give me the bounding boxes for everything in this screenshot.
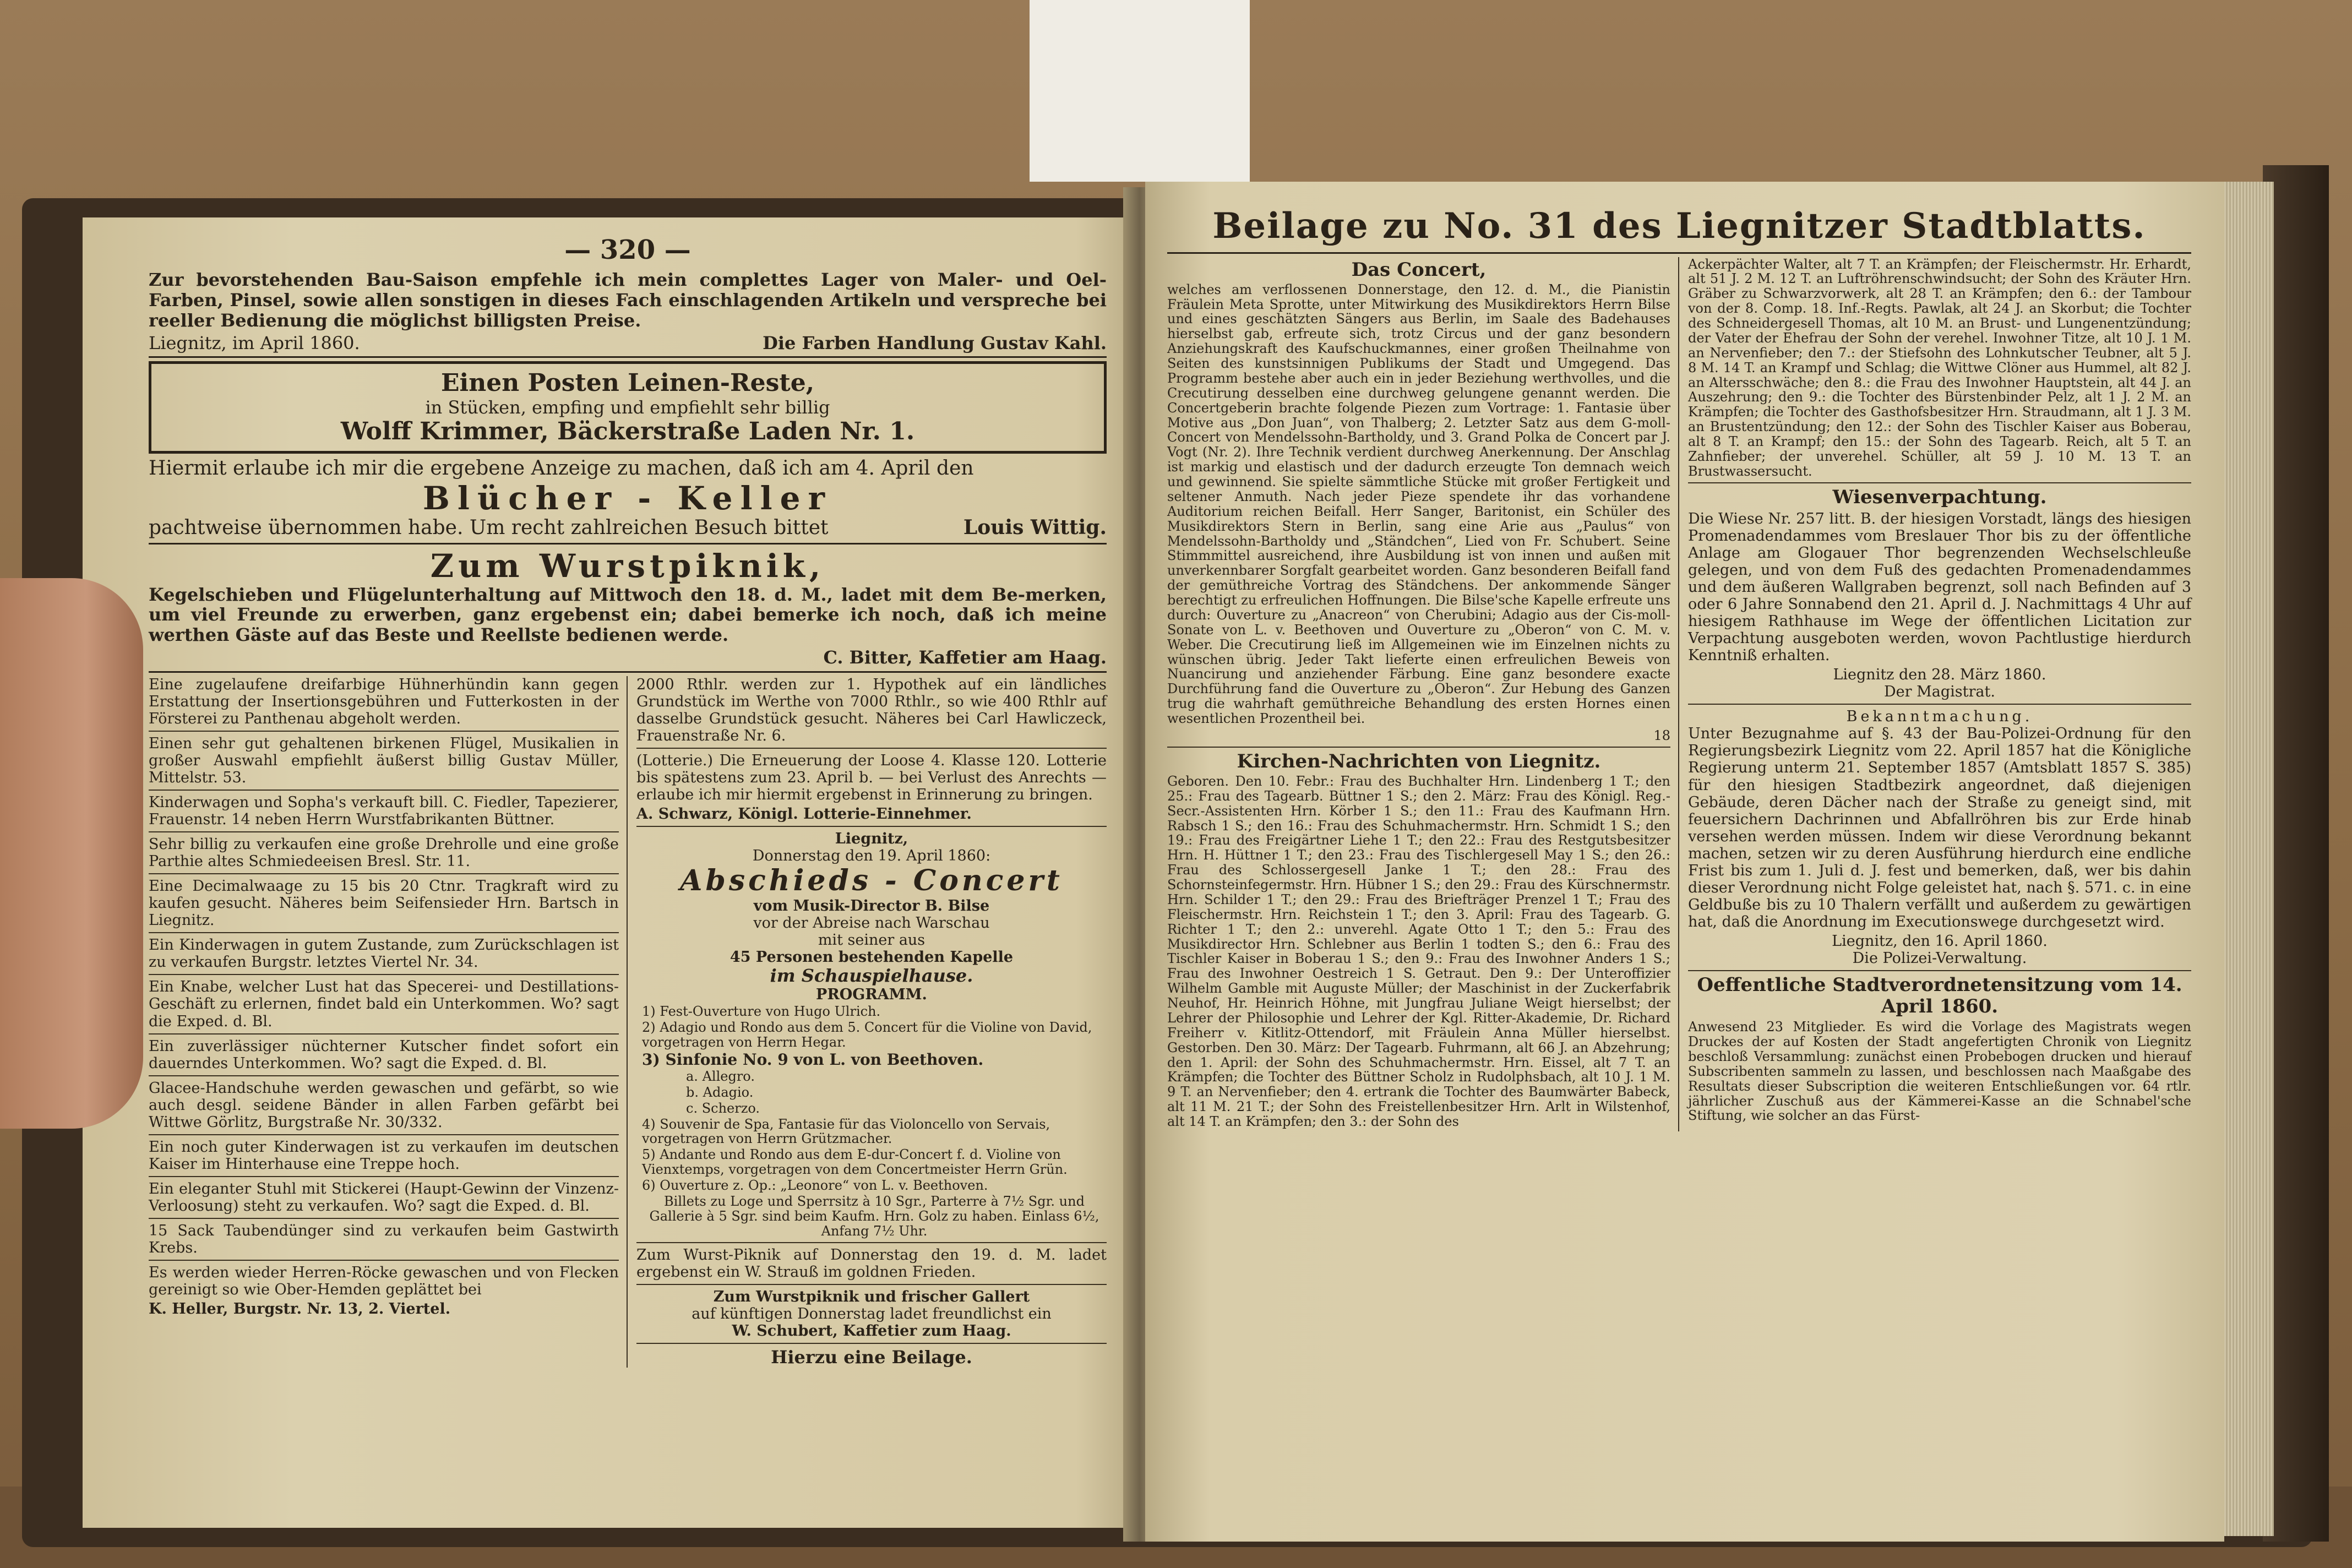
- divider: [149, 671, 1107, 673]
- wiesen-text: Die Wiese Nr. 257 litt. B. der hiesigen Vorstadt, längs des hiesigen Promenadendammes vom Breslauer Thor bis zu der öffentliche Anlage am Glogauer Thor begrenzenden Wechselschleuße gelegen, und von dem Fuß des gedachten Promenadendammes und dem äußeren Wallgraben begrenzt, soll nach Befinden auf 3 oder 6 Jahre Sonnabend den 21. April d. J. Nachmittags 4 Uhr auf hiesigem Rathhause im Wege der öffentlichen Licitation zur Verpachtung ausgeboten werden, wovon Pachtlustige hierdurch Kenntniß erhalten.: [1688, 510, 2191, 665]
- right-page-content: [1167, 204, 2191, 1131]
- small-ad: Eine Decimalwaage zu 15 bis 20 Ctnr. Tragkraft wird zu kaufen gesucht. Näheres beim Seifensieder Hrn. Bartsch in Liegnitz.: [149, 878, 619, 929]
- paper-slip: [1030, 0, 1250, 182]
- farben-ad-place: Liegnitz, im April 1860.: [149, 332, 360, 353]
- kirchen-text: Geboren. Den 10. Febr.: Frau des Buchhalter Hrn. Lindenberg 1 T.; den 25.: Frau des Tagearb. Büttner 1 S.; den 2. März: Frau des Königl. Reg.-Secr.-Assistenten Hrn. Körber 1 S.; den 11.: Frau des Kaufmann Hrn. Rabsch 1 S.; den 16.: Frau des Schuhmachermstr. Hrn. Schmidt 1 S.; den 19.: Frau des Freigärtner Liehe 1 T.; den 22.: Frau des Restgutsbesitzer Hrn. H. Hüttner 1 T.; den 23.: Frau des Tischlergesell May 1 S.; den 26.: Frau des Schlossergesell Janke 1 T.; den 28.: Frau des Schornsteinfegermstr. Hrn. Hübner 1 S.; den 29.: Frau des Kürschnermstr. Hrn. Schilder 1 T.; den 29.: Frau des Briefträger Prenzel 1 T.; Frau des Fleischermstr. Hrn. Reichstein 1 T.; den 3. April: Frau des Tagearb. G. Richter 1 T.; den 2.: unverehl. Agate Otto 1 T.; den 5.: Frau des Musikdirector Hrn. Schlebner aus Berlin 1 todten S.; den 6.: Frau des Tischler Kaiser in Boberau 1 S.; den 9.: Frau des Inwohner Anders 1 S.; Frau des Inwohner Oestreich 1 S. Getraut. Den 9.: Der Unteroffizier Wilhelm Gamble mit Auguste Müller; der Maschinist in der Zuckerfabrik Neuhof, Hr. Heinrich Höhne, mit Jungfrau Juliane Weigt hierselbst; der Lehrer der Philosophie und Lehrer der Kgl. Ritter-Akademie, Dr. Richard Freiherr v. Kitlitz-Ottendorf, mit Fräulein Anna Müller hierselbst. Gestorben. Den 30. März: Der Tagearb. Fuhrmann, alt 66 J. an Abzehrung; den 1. April: der Sohn des Schuhmachermstr. Hrn. Eissel, alt 7 T. an Krämpfen; die Tochter des Büttner Scholz in Rudolphsbach, alt 10 J. 1 M. 9 T. an Nervenfieber; den 4. ertrank die Tochter des Baumwärter Babeck, alt 11 M. 21 T.; der Sohn des Freistellenbesitzer Hrn. Arlt in Wilstenhof, alt 14 T. an Krämpfen; den 3.: der Sohn des: [1167, 773, 1670, 1129]
- programm-item: a. Allegro.: [686, 1068, 755, 1084]
- left-page: [83, 217, 1140, 1528]
- wiesen-signature: Der Magistrat.: [1884, 683, 1995, 701]
- divider: [1167, 252, 2191, 254]
- concert-date: Donnerstag den 19. April 1860:: [752, 847, 991, 865]
- sitzung-title: Oeffentliche Stadtverordnetensitzung vom 14. April 1860.: [1697, 974, 2182, 1018]
- sitzung-text: Anwesend 23 Mitglieder. Es wird die Vorlage des Magistrats wegen Druckes der auf Kosten der Stadt angefertigten Chronik von Liegnitz beschloß Versammlung: zunächst einen Probebogen drucken und hierauf Subscribenten sammeln zu lassen, und beschlossen nach Maaßgabe des Resultats dieser Subscription die weiteren Entschließungen vor. 64 rtlr. jährlicher Zuschuß aus der Kämmerei-Kasse an die Schnabel'sche Stiftung, wie solcher an das Fürst-: [1688, 1019, 2191, 1124]
- bek-signature: Die Polizei-Verwaltung.: [1852, 949, 2027, 967]
- small-ad: Glacee-Handschuhe werden gewaschen und gefärbt, so wie auch desgl. seidene Bänder in allen Farben gefärbt bei Wittwe Görlitz, Burgstraße Nr. 30/332.: [149, 1079, 619, 1131]
- small-ad: Sehr billig zu verkaufen eine große Drehrolle und eine große Parthie altes Schmiedeeisen Bresl. Str. 11.: [149, 836, 619, 870]
- small-ad: Ein Knabe, welcher Lust hat das Specerei- und Destillations-Geschäft zu erlernen, findet bald ein Unterkommen. Wo? sagt die Exped. d. Bl.: [149, 978, 619, 1030]
- leinen-title: Einen Posten Leinen-Reste,: [440, 369, 815, 398]
- concert-venue: im Schauspielhause.: [770, 965, 973, 987]
- concert-with: mit seiner aus: [818, 932, 925, 949]
- programm-item: 5) Andante und Rondo aus dem E-dur-Concert f. d. Violine von Vienxtemps, vorgetragen von dem Concertmeister Herrn Grün.: [642, 1147, 1068, 1178]
- notices-column: [1688, 257, 2191, 1131]
- concert-review-text: welches am verflossenen Donnerstage, den 12. d. M., die Pianistin Fräulein Meta Sprotte, unter Mitwirkung des Musikdirektors Herrn Bilse und eines geschätzten Sängers aus Berlin, im Saale des Badehauses hierselbst gab, erfreute sich, trotz Circus und der ganz besondern Anziehungskraft des Kaufschuckmannes, einer großen Theilnahme von Seiten des kunstsinnigen Publikums der Stadt und Umgegend. Das Programm bestehe aber auch ein in jeder Beziehung werthvolles, und die Crecutirung desselben eine durchweg gelungene genannt werden. Die Concertgeberin brachte folgende Piezen zum Vortrage: 1. Fantasie über Motive aus „Don Juan“, von Thalberg; 2. Letzter Satz aus dem G-moll-Concert von Mendelssohn-Bartholdy, und 3. Grand Polka de Concert par J. Vogt (Nr. 2). Ihre Technik verdient durchweg Anerkennung. Der Anschlag ist markig und elastisch und der dadurch erzeugte Ton demnach weich und gewinnend. Sie spielte sämmtliche Stücke mit großer Fertigkeit und seltener Anmuth. Nach jeder Pieze spendete ihr das vorhandene Auditorium reichen Beifall. Herr Sanger, Baritonist, ein Schüler des Musikdirektors Stern in Berlin, sang eine Arie aus „Paulus“ von Mendelssohn-Bartholdy und „Ständchen“, Lied von Fr. Schubert. Seine Stimmmittel ausreichend, ihre Ausbildung ist von innen und außen mit unverkennbarer Sorgfalt gearbeitet worden. Ganz besonderen Beifall fand der gemüthreiche Vortrag des Ständchens. Der ankommende Sänger berechtigt zu erfreulichen Hoffnungen. Die Bilse'sche Kapelle erfreute uns durch: Ouverture zu „Anacreon“ von Cherubini; Adagio aus der Cis-moll-Sonate von L. v. Beethoven und Ouverture zu „Oberon“ von C. M. v. Weber. Die Crecutirung ließ im Allgemeinen wie im Einzelnen nichts zu wünschen übrig. Jeder Takt lieferte einen erfreulichen Beweis von Nuancirung und anziehender Färbung. Eine ganz besondere exacte Durchführung fand die Ouverture zu „Oberon“. Zur Hebung des Ganzen trug die wahrhaft gemüthreiche Behandlung des ersten Hornes einen wesentlichen Prozentheil bei.: [1167, 281, 1670, 727]
- programm-item: 3) Sinfonie No. 9 von L. von Beethoven.: [642, 1050, 984, 1069]
- programm-item: 4) Souvenir de Spa, Fantasie für das Violoncello von Servais, vorgetragen von Herrn Grützmacher.: [642, 1116, 1050, 1147]
- kirchen-title: Kirchen-Nachrichten von Liegnitz.: [1237, 750, 1601, 772]
- lotterie-signature: A. Schwarz, Königl. Lotterie-Einnehmer.: [636, 805, 972, 823]
- farben-ad-signature: Die Farben Handlung Gustav Kahl.: [763, 332, 1107, 353]
- programm-item: 1) Fest-Ouverture von Hugo Ulrich.: [642, 1004, 881, 1019]
- bluecher-footer: [149, 516, 1107, 539]
- small-ad: Es werden wieder Herren-Röcke gewaschen und von Flecken gereinigt so wie Ober-Hemden geplättet bei: [149, 1264, 619, 1299]
- bluecher-name: Blücher - Keller: [422, 479, 833, 517]
- small-ads-column: [149, 676, 628, 1368]
- page-number: — 320 —: [564, 235, 691, 265]
- wiesen-title: Wiesenverpachtung.: [1832, 486, 2047, 508]
- bek-text: Unter Bezugnahme auf §. 43 der Bau-Polizei-Ordnung für den Regierungsbezirk Liegnitz vom 22. April 1857 hat die Königliche Regierung unterm 21. September 1857 (Amtsblatt 1857 S. 385) für den hiesigen Stadtbezirk angeordnet, daß diejenigen Gebäude, deren Dächer nach der Straße zu geneigt sind, mit feuersichern Dachrinnen und Abfallröhren bis zur Erde hinab versehen werden müssen. Indem wir diese Verordnung bekannt machen, setzen wir zu deren Ausführung hierdurch eine endliche Frist bis zum 1. Juli d. J. fest und bemerken, daß, wer bis dahin dieser Verordnung nicht Folge geleistet hat, nach §. 571. c. in eine Geldbuße bis zu 10 Thalern verfällt und außerdem zu gewärtigen hat, daß die Anordnung im Executionswege durchgesetzt wird.: [1688, 725, 2191, 930]
- programm-heading: PROGRAMM.: [816, 986, 927, 1003]
- kirchen-continued: Ackerpächter Walter, alt 7 T. an Krämpfen; der Fleischermstr. Hr. Erhardt, alt 51 J. 2 M. 12 T. an Luftröhrenschwindsucht; der Sohn des Kräuter Hrn. Gräber zu Schwarzvorwerk, alt 28 T. an Krämpfen; den 6.: der Tambour von der 8. Comp. 18. Inf.-Regts. Pawlak, alt 24 J. an Skorbut; die Tochter des Schneidergesell Thomas, alt 10 M. an Brust- und Lungenentzündung; der Vater der Ehefrau der Sohn der verehel. Inwohner Titze, alt 10 J. 1 M. an Nervenfieber; den 7.: der Stiefsohn des Lohnkutscher Teubner, alt 5 J. 8 M. 14 T. an Krampf und Schlag; die Wittwe Clöner aus Hummel, alt 82 J. an Altersschwäche; den 8.: die Frau des Inwohner Hauptstein, alt 44 J. an Auszehrung; den 9.: die Tochter des Bürstenbinder Pelz, alt 1 J. 2 M. an Krämpfen; die Tochter des Gasthofsbesitzer Hrn. Straudmann, alt 1 J. 3 M. an Brustentzündung; den 12.: der Sohn des Tischler Kaiser aus Boberau, alt 8 T. an Krampf; den 15.: der Sohn des Tagearb. Reich, alt 5 T. an Zahnfieber; der unverehel. Schüller, alt 59 J. 10 M. 13 T. an Brustwassersucht.: [1688, 256, 2191, 479]
- bek-title: Bekanntmachung.: [1846, 708, 2033, 726]
- wurstpiknik-title: Zum Wurstpiknik,: [430, 547, 825, 585]
- beilage-header: Beilage zu No. 31 des Liegnitzer Stadtblatts.: [1212, 205, 2146, 247]
- small-ad: Ein noch guter Kinderwagen ist zu verkaufen im deutschen Kaiser im Hinterhause eine Treppe hoch.: [149, 1138, 619, 1173]
- lotterie-ad: (Lotterie.) Die Erneuerung der Loose 4. Klasse 120. Lotterie bis spätestens zum 23. April b. — bei Verlust des Anrechts — erlaube ich mir hiermit ergebenst in Erinnerung zu bringen.: [636, 752, 1107, 803]
- small-ad: Ein Kinderwagen in gutem Zustande, zum Zurückschlagen ist zu verkaufen Burgstr. letztes Viertel Nr. 34.: [149, 937, 619, 971]
- concert-before: vor der Abreise nach Warschau: [753, 914, 990, 932]
- gallert-text: auf künftigen Donnerstag ladet freundlichst ein: [692, 1305, 1052, 1322]
- beilage-note: Hierzu eine Beilage.: [771, 1346, 972, 1368]
- programm-item: b. Adagio.: [686, 1084, 754, 1100]
- hypothek-ad: 2000 Rthlr. werden zur 1. Hypothek auf ein ländliches Grundstück im Werthe von 7000 Rthlr., so wie 400 Rthlr auf dasselbe Grundstück gesucht. Näheres bei Carl Hawliczeck, Frauenstraße Nr. 6.: [636, 676, 1107, 744]
- gallert-signature: W. Schubert, Kaffetier zum Haag.: [732, 1322, 1011, 1340]
- leinen-ad: [149, 361, 1107, 454]
- leinen-signature: Wolff Krimmer, Bäckerstraße Laden Nr. 1.: [340, 417, 915, 445]
- small-ad: Eine zugelaufene dreifarbige Hühnerhündin kann gegen Erstattung der Insertionsgebühren und Futterkosten in der Försterei zu Panthenau abgeholt werden.: [149, 676, 619, 727]
- small-ad: 15 Sack Taubendünger sind zu verkaufen beim Gastwirth Krebs.: [149, 1222, 619, 1257]
- farben-ad-footer: [149, 333, 1107, 353]
- gallert-title: Zum Wurstpiknik und frischer Gallert: [713, 1288, 1030, 1305]
- concert-title: Abschieds - Concert: [680, 864, 1063, 898]
- concert-review-column: [1167, 257, 1679, 1131]
- small-ad-signature: K. Heller, Burgstr. Nr. 13, 2. Viertel.: [149, 1300, 451, 1318]
- concert-review-number: 18: [1653, 727, 1670, 743]
- right-page: [1145, 182, 2224, 1542]
- concert-review-title: Das Concert,: [1351, 258, 1487, 281]
- right-page-columns: [1167, 257, 2191, 1131]
- programm-list: [636, 1004, 1107, 1239]
- wurstpiknik-text: Kegelschieben und Flügelunterhaltung auf Mittwoch den 18. d. M., ladet mit dem Be-merken, um viel Freunde zu erwerben, ganz ergebenst ein; dabei bemerke ich noch, daß ich meine werthen Gäste auf das Beste und Reellste bedienen werde.: [149, 584, 1107, 646]
- farben-ad-text: Zur bevorstehenden Bau-Saison empfehle ich mein complettes Lager von Maler- und Oel-Farben, Pinsel, sowie allen sonstigen in dieses Fach einschlagenden Artikeln und verspreche bei reeller Bedienung die möglichst billigsten Preise.: [149, 269, 1107, 331]
- bek-date: Liegnitz, den 16. April 1860.: [1832, 932, 2048, 950]
- left-page-columns: [149, 676, 1107, 1368]
- concert-kapelle: 45 Personen bestehenden Kapelle: [729, 949, 1014, 966]
- concert-place: Liegnitz,: [835, 830, 908, 848]
- divider: [149, 356, 1107, 358]
- programm-item: c. Scherzo.: [686, 1100, 760, 1116]
- wurst-piknik-ad: Zum Wurst-Piknik auf Donnerstag den 19. d. M. ladet ergebenst ein W. Strauß im goldnen Frieden.: [636, 1246, 1107, 1281]
- programm-item: 6) Ouverture z. Op.: „Leonore“ von L. v. Beethoven.: [642, 1178, 988, 1194]
- concert-by: vom Musik-Director B. Bilse: [753, 897, 990, 914]
- left-page-content: [149, 234, 1107, 1368]
- small-ad: Einen sehr gut gehaltenen birkenen Flügel, Musikalien in großer Auswahl empfiehlt äußerst billig Gustav Müller, Mittelstr. 53.: [149, 734, 619, 786]
- programm-item: Billets zu Loge und Sperrsitz à 10 Sgr., Parterre à 7½ Sgr. und Gallerie à 5 Sgr. sind beim Kaufm. Hrn. Golz zu haben. Einlass 6½, Anfang 7½ Uhr.: [649, 1193, 1099, 1239]
- small-ad: Ein zuverlässiger nüchterner Kutscher findet sofort ein dauerndes Unterkommen. Wo? sagt die Exped. d. Bl.: [149, 1037, 619, 1072]
- small-ad: Ein eleganter Stuhl mit Stickerei (Haupt-Gewinn der Vinzenz-Verloosung) steht zu verkaufen. Wo? sagt die Exped. d. Bl.: [149, 1180, 619, 1215]
- bluecher-line1: Hiermit erlaube ich mir die ergebene Anzeige zu machen, daß ich am 4. April den: [149, 457, 974, 480]
- small-ad: Kinderwagen und Sopha's verkauft bill. C. Fiedler, Tapezierer, Frauenstr. 14 neben Herrn Wurstfabrikanten Büttner.: [149, 793, 619, 829]
- hand-holding-page: [0, 578, 143, 1129]
- concert-column: [636, 676, 1107, 1368]
- wurstpiknik-signature: C. Bitter, Kaffetier am Haag.: [823, 646, 1107, 668]
- leinen-line: in Stücken, empfing und empfiehlt sehr billig: [425, 396, 830, 418]
- bluecher-signature: Louis Wittig.: [963, 516, 1107, 540]
- divider: [149, 543, 1107, 545]
- bluecher-line2: pachtweise übernommen habe. Um recht zahlreichen Besuch bittet: [149, 516, 829, 540]
- wiesen-date: Liegnitz den 28. März 1860.: [1833, 666, 2046, 684]
- programm-item: 2) Adagio und Rondo aus dem 5. Concert für die Violine von David, vorgetragen von Herrn Hegar.: [642, 1019, 1092, 1050]
